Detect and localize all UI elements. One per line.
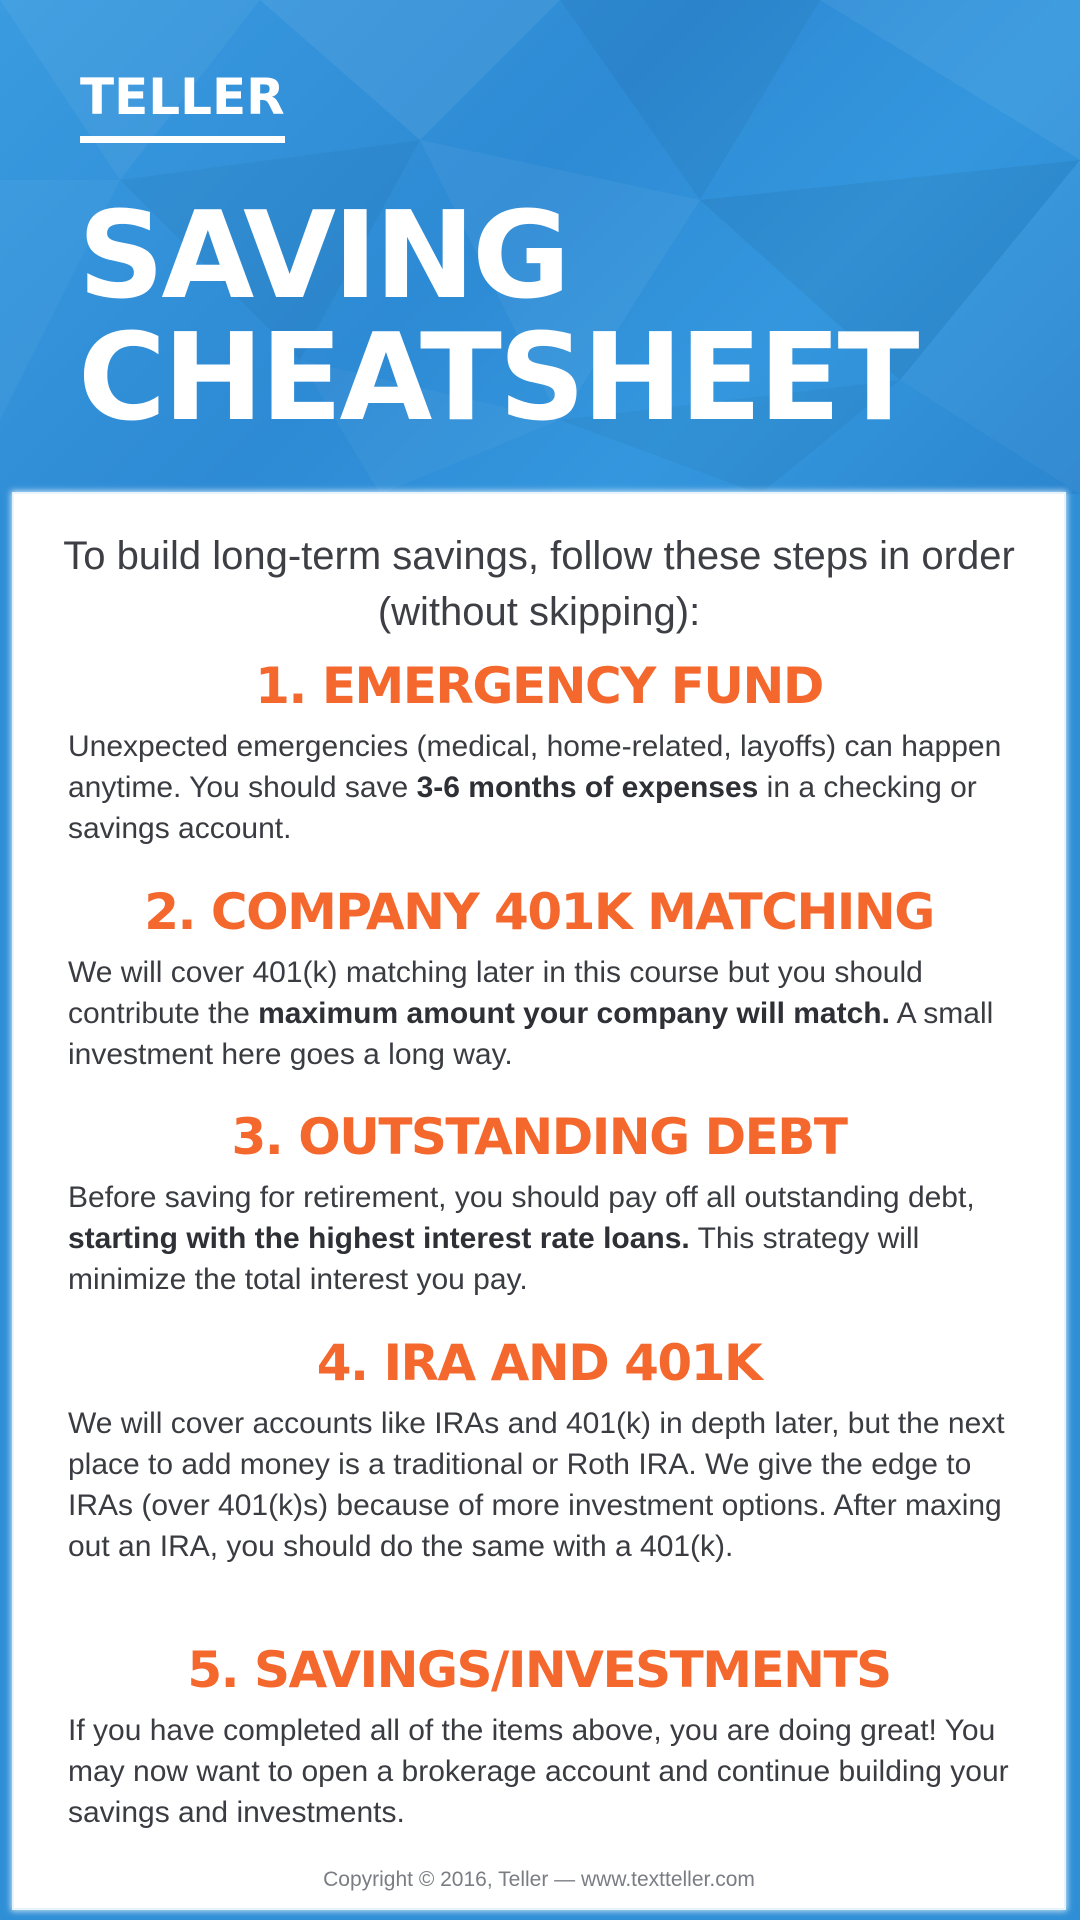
step-1-body <box>68 726 1028 849</box>
header-banner <box>0 0 1080 494</box>
step-2-emphasis: maximum amount your company will match. <box>258 997 890 1030</box>
intro-text: To build long-term savings, follow these steps in order (without skipping): <box>63 534 1015 634</box>
step-1-title: 1. EMERGENCY FUND <box>255 657 823 715</box>
page-title-line-1: SAVING <box>78 187 568 326</box>
step-1-emphasis: 3-6 months of expenses <box>416 771 759 804</box>
brand-logo: TELLER <box>80 72 285 143</box>
page-title-line-2: CHEATSHEET <box>78 309 917 448</box>
page-title <box>78 187 917 448</box>
copyright-footer: Copyright © 2016, Teller — www.textteller.com <box>323 1868 755 1891</box>
step-3-body <box>68 1177 1028 1300</box>
step-3-title: 3. OUTSTANDING DEBT <box>231 1108 847 1166</box>
step-2-title: 2. COMPANY 401K MATCHING <box>144 883 934 941</box>
step-5-text: If you have completed all of the items above, you are doing great! You may now want to open a brokerage account and continue building your savings and investments. <box>68 1714 1009 1829</box>
step-3-text: Before saving for retirement, you should pay off all outstanding debt, <box>68 1181 975 1214</box>
step-3-emphasis: starting with the highest interest rate loans. <box>68 1222 690 1255</box>
step-1-text-end: in a checking or savings account. <box>68 771 977 845</box>
step-4-text: We will cover accounts like IRAs and 401(k) in depth later, but the next place to add money is a traditional or Roth IRA. We give the edge to IRAs (over 401(k)s) because of more investment options. After maxing out an IRA, you should do the same with a 401(k). <box>68 1407 1005 1563</box>
content-card <box>14 494 1064 1908</box>
step-3-text-end: This strategy will minimize the total interest you pay. <box>68 1222 920 1296</box>
step-2-text-end: A small investment here goes a long way. <box>68 997 994 1071</box>
step-2-text: We will cover 401(k) matching later in this course but you should contribute the <box>68 956 923 1030</box>
step-4-title: 4. IRA AND 401K <box>316 1334 762 1392</box>
step-1-text: Unexpected emergencies (medical, home-related, layoffs) can happen anytime. You should save <box>68 730 1002 804</box>
step-2-body <box>68 952 1028 1075</box>
step-4-body <box>68 1403 1028 1567</box>
step-5-body <box>68 1710 1028 1833</box>
step-5-title: 5. SAVINGS/INVESTMENTS <box>187 1641 891 1699</box>
